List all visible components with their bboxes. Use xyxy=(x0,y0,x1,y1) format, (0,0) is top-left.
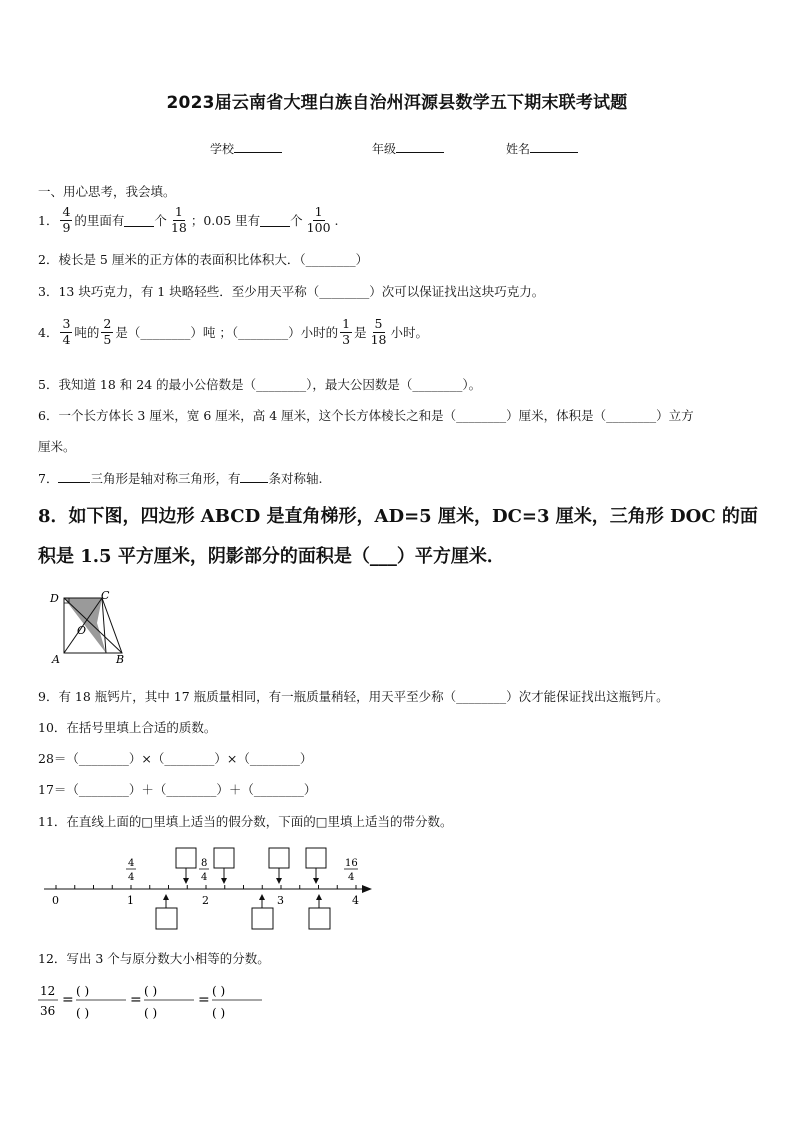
section-heading: 一、用心思考，我会填。 xyxy=(38,184,176,199)
answer-box[interactable] xyxy=(309,908,330,929)
label-d: D xyxy=(50,592,59,605)
answer-blank[interactable]: ( ) xyxy=(76,1006,90,1020)
question-7: 7． 三角形是轴对称三角形，有 条对称轴. xyxy=(38,471,323,486)
fraction: $\frac{3}{4}$ xyxy=(62,316,71,347)
label-b: B xyxy=(116,653,125,666)
equals-sign: = xyxy=(198,992,210,1008)
answer-box[interactable] xyxy=(176,848,196,868)
arrow-up-icon xyxy=(259,894,265,900)
fraction-denominator: 4 xyxy=(128,872,135,883)
tick-label-0: 0 xyxy=(52,894,59,907)
question-10: 10．在括号里填上合适的质数。 xyxy=(38,720,217,735)
name-blank[interactable] xyxy=(530,140,578,153)
fraction-denominator: 4 xyxy=(201,872,208,883)
arrow-down-icon xyxy=(183,878,189,884)
arrow-down-icon xyxy=(221,878,227,884)
question-2: 2．棱长是 5 厘米的正方体的表面积比体积大．（________） xyxy=(38,252,369,267)
fraction-numerator: 4 xyxy=(128,858,135,869)
equal-fractions-figure xyxy=(36,975,276,1025)
fraction-denominator: 36 xyxy=(40,1004,56,1018)
tick-label-2: 2 xyxy=(202,894,209,907)
answer-box[interactable] xyxy=(252,908,273,929)
answer-blank[interactable]: ( ) xyxy=(144,984,158,998)
question-8-line1: 8．如下图，四边形 ABCD 是直角梯形，AD=5 厘米，DC=3 厘米，三角形 DOC 的面 xyxy=(38,506,758,527)
question-8-line2: 积是 1.5 平方厘米，阴影部分的面积是（___）平方厘米． xyxy=(38,546,505,567)
page-title: 2023届云南省大理白族自治州洱源县数学五下期末联考试题 xyxy=(166,93,628,113)
question-4: 4． $\frac{3}{4}$ 吨的 $\frac{2}{5}$ 是（________）吨 ；（________）小时的 $\frac{1}{3}$ 是 $\frac{5}{18}$ 小时。 xyxy=(38,316,428,347)
answer-box[interactable] xyxy=(269,848,289,868)
answer-box[interactable] xyxy=(156,908,177,929)
tick-marks xyxy=(56,885,356,889)
school-field xyxy=(210,140,282,157)
fraction: $\frac{2}{5}$ xyxy=(103,316,112,347)
name-label: 姓名 xyxy=(506,142,531,156)
name-field xyxy=(506,140,578,157)
fraction: $\frac{4}{9}$ xyxy=(62,204,71,235)
fraction: $\frac{1}{3}$ xyxy=(342,316,351,347)
arrow-down-icon xyxy=(313,878,319,884)
question-11: 11．在直线上面的□里填上适当的假分数，下面的□里填上适当的带分数。 xyxy=(38,814,453,829)
equals-sign: = xyxy=(62,992,74,1008)
answer-blank[interactable] xyxy=(260,214,290,227)
equals-sign: = xyxy=(130,992,142,1008)
fraction-denominator: 4 xyxy=(348,872,355,883)
label-c: C xyxy=(101,589,110,602)
answer-blank[interactable]: ( ) xyxy=(144,1006,158,1020)
arrow-down-icon xyxy=(276,878,282,884)
question-3: 3．13 块巧克力，有 1 块略轻些．至少用天平称（________）次可以保证找出这块巧克力。 xyxy=(38,284,545,299)
fraction-numerator: 12 xyxy=(40,984,56,998)
grade-label: 年级 xyxy=(372,142,397,156)
fraction: $\frac{1}{18}$ xyxy=(170,204,187,235)
grade-field xyxy=(372,140,444,157)
arrow-up-icon xyxy=(163,894,169,900)
tick-label-4: 4 xyxy=(352,894,359,907)
answer-blank[interactable] xyxy=(124,214,154,227)
answer-box[interactable] xyxy=(306,848,326,868)
fraction: $\frac{5}{18}$ xyxy=(370,316,387,347)
school-blank[interactable] xyxy=(234,140,282,153)
question-1: 1． $\frac{4}{9}$ 的里面有 个 $\frac{1}{18}$ ；0.05 里有 个 $\frac{1}{100}$ . xyxy=(38,204,339,235)
answer-blank[interactable]: ( ) xyxy=(212,1006,226,1020)
question-10-row1: 28＝（________）×（________）×（________） xyxy=(38,751,313,766)
tick-label-3: 3 xyxy=(277,894,284,907)
answer-box[interactable] xyxy=(214,848,234,868)
answer-blank[interactable] xyxy=(58,470,90,483)
tick-label-1: 1 xyxy=(127,894,134,907)
arrow-right-icon xyxy=(362,885,372,893)
question-10-row2: 17＝（________）＋（________）＋（________） xyxy=(38,782,317,797)
question-12: 12．写出 3 个与原分数大小相等的分数。 xyxy=(38,951,270,966)
fraction: $\frac{1}{100}$ xyxy=(306,204,331,235)
q1-number: 1． xyxy=(38,213,59,228)
number-line-figure xyxy=(36,846,381,936)
answer-blank[interactable]: ( ) xyxy=(76,984,90,998)
grade-blank[interactable] xyxy=(396,140,444,153)
trapezoid-figure xyxy=(44,588,134,666)
arrow-up-icon xyxy=(316,894,322,900)
question-6-line2: 厘米。 xyxy=(38,439,76,454)
question-5: 5．我知道 18 和 24 的最小公倍数是（________），最大公因数是（________）。 xyxy=(38,377,482,392)
label-o: O xyxy=(77,624,87,637)
school-label: 学校 xyxy=(210,142,235,156)
question-9: 9．有 18 瓶钙片，其中 17 瓶质量相同，有一瓶质量稍轻，用天平至少称（________）次才能保证找出这瓶钙片。 xyxy=(38,689,669,704)
answer-blank[interactable]: ( ) xyxy=(212,984,226,998)
fraction-numerator: 8 xyxy=(201,858,208,869)
question-6-line1: 6．一个长方体长 3 厘米，宽 6 厘米，高 4 厘米，这个长方体棱长之和是（________）厘米，体积是（________）立方 xyxy=(38,408,694,423)
answer-blank[interactable] xyxy=(240,470,268,483)
label-a: A xyxy=(52,653,60,666)
fraction-numerator: 16 xyxy=(345,858,358,869)
